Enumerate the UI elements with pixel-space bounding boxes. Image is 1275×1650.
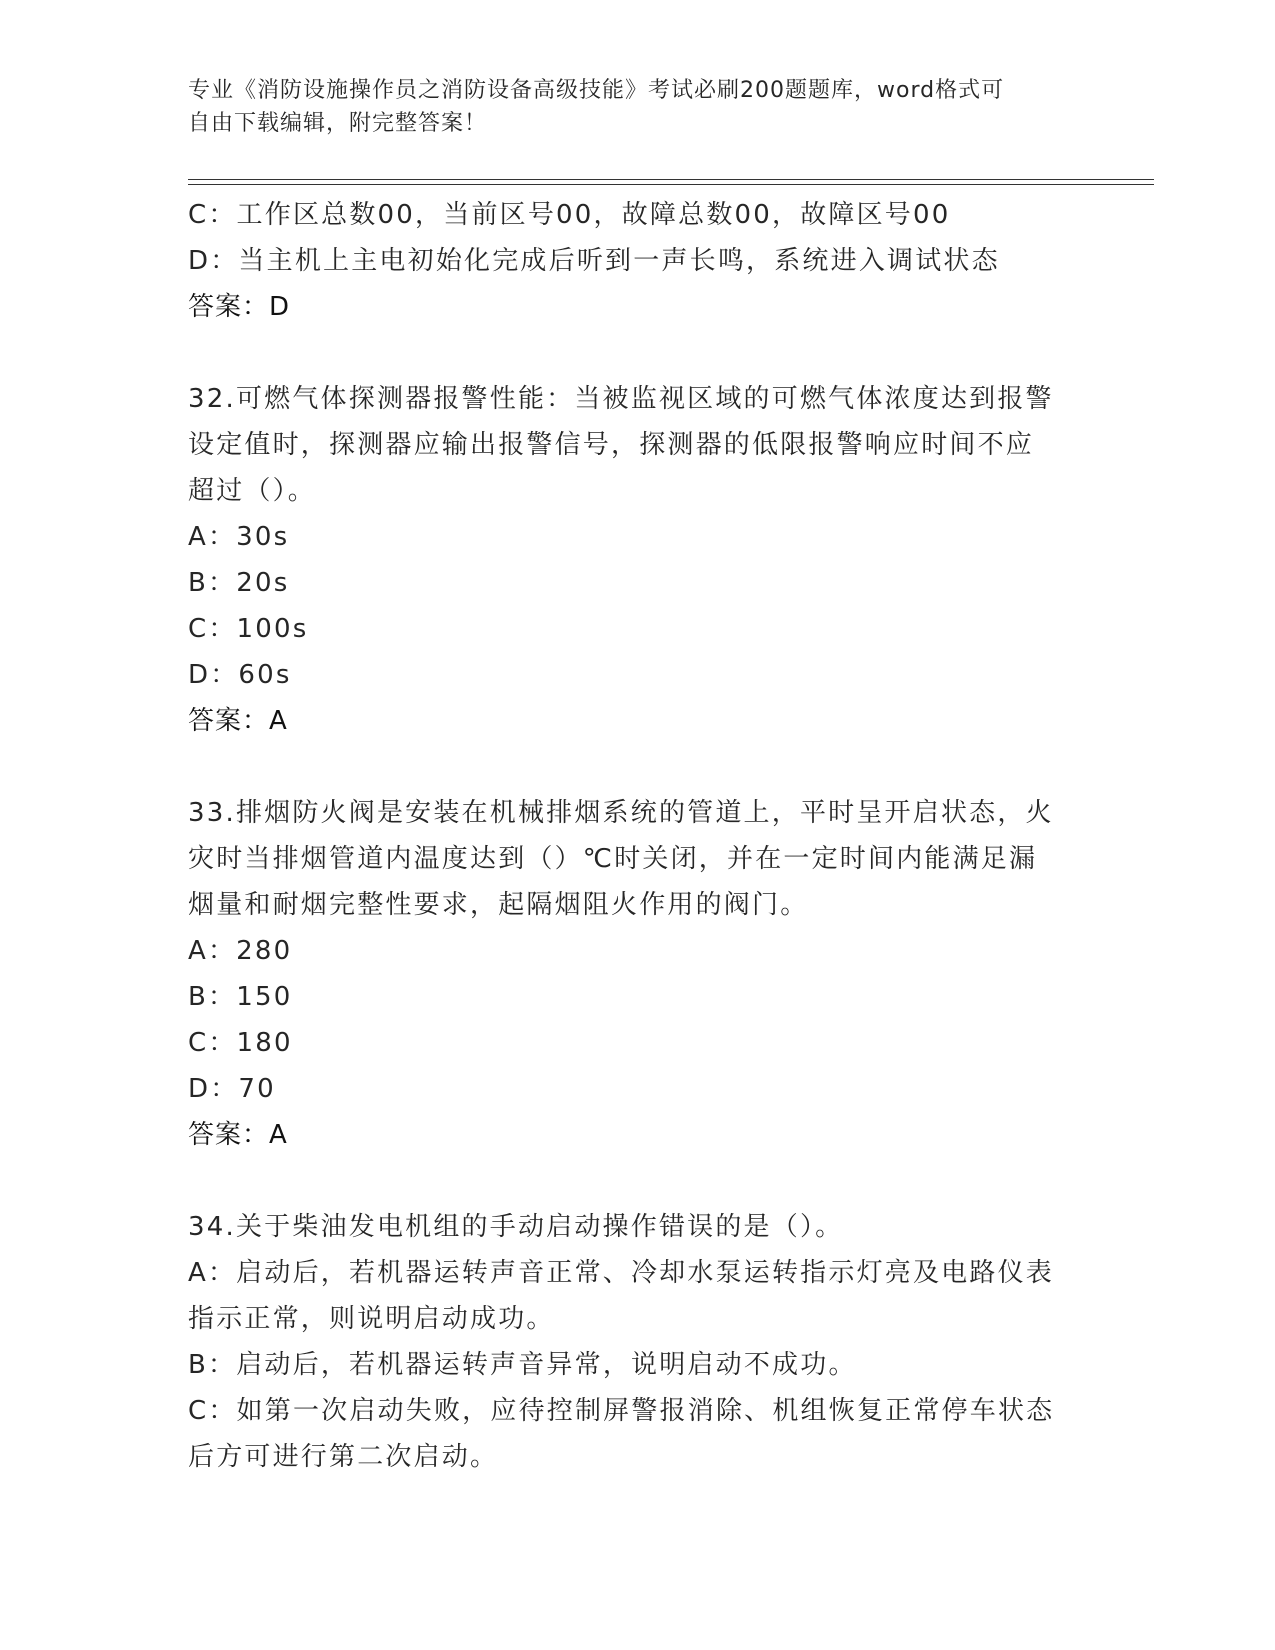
option-c: C：如第一次启动失败，应待控制屏警报消除、机组恢复正常停车状态 [188,1396,1055,1426]
header-divider-bottom [188,184,1154,185]
option-a: A：启动后，若机器运转声音正常、冷却水泵运转指示灯亮及电路仪表 [188,1258,1054,1288]
question-34 [188,1204,1078,1480]
spacer [188,1158,1078,1204]
spacer [188,744,1078,790]
question-content [188,192,1078,1480]
question-stem: 烟量和耐烟完整性要求，起隔烟阻火作用的阀门。 [188,890,809,920]
document-header [188,74,1068,140]
option-c: C：180 [188,1028,293,1058]
option-c: C：工作区总数00，当前区号00，故障总数00，故障区号00 [188,200,951,230]
question-33 [188,790,1078,1158]
option-b: B：20s [188,568,290,598]
option-a-continued: 指示正常，则说明启动成功。 [188,1304,555,1334]
answer-line: 答案：A [188,1120,288,1150]
answer-line: 答案：A [188,706,288,736]
option-d: D：当主机上主电初始化完成后听到一声长鸣，系统进入调试状态 [188,246,1000,276]
answer-line: 答案：D [188,292,291,322]
spacer [188,330,1078,376]
question-stem: 灾时当排烟管道内温度达到（）℃时关闭，并在一定时间内能满足漏 [188,844,1038,874]
option-d: D：60s [188,660,292,690]
header-line-2: 自由下载编辑，附完整答案！ [188,111,488,136]
option-a: A：30s [188,522,290,552]
option-c: C：100s [188,614,309,644]
question-stem: 34.关于柴油发电机组的手动启动操作错误的是（）。 [188,1212,844,1242]
question-stem: 超过（）。 [188,476,317,506]
option-b: B：150 [188,982,293,1012]
option-d: D：70 [188,1074,276,1104]
option-b: B：启动后，若机器运转声音异常，说明启动不成功。 [188,1350,857,1380]
question-stem: 33.排烟防火阀是安装在机械排烟系统的管道上，平时呈开启状态，火 [188,798,1054,828]
question-31-tail [188,192,1078,330]
header-divider-top [188,179,1154,180]
header-line-1: 专业《消防设施操作员之消防设备高级技能》考试必刷200题题库，word格式可 [188,78,1005,103]
question-32 [188,376,1078,744]
option-a: A：280 [188,936,293,966]
question-stem: 设定值时，探测器应输出报警信号，探测器的低限报警响应时间不应 [188,430,1035,460]
option-c-continued: 后方可进行第二次启动。 [188,1442,499,1472]
question-stem: 32.可燃气体探测器报警性能：当被监视区域的可燃气体浓度达到报警 [188,384,1054,414]
